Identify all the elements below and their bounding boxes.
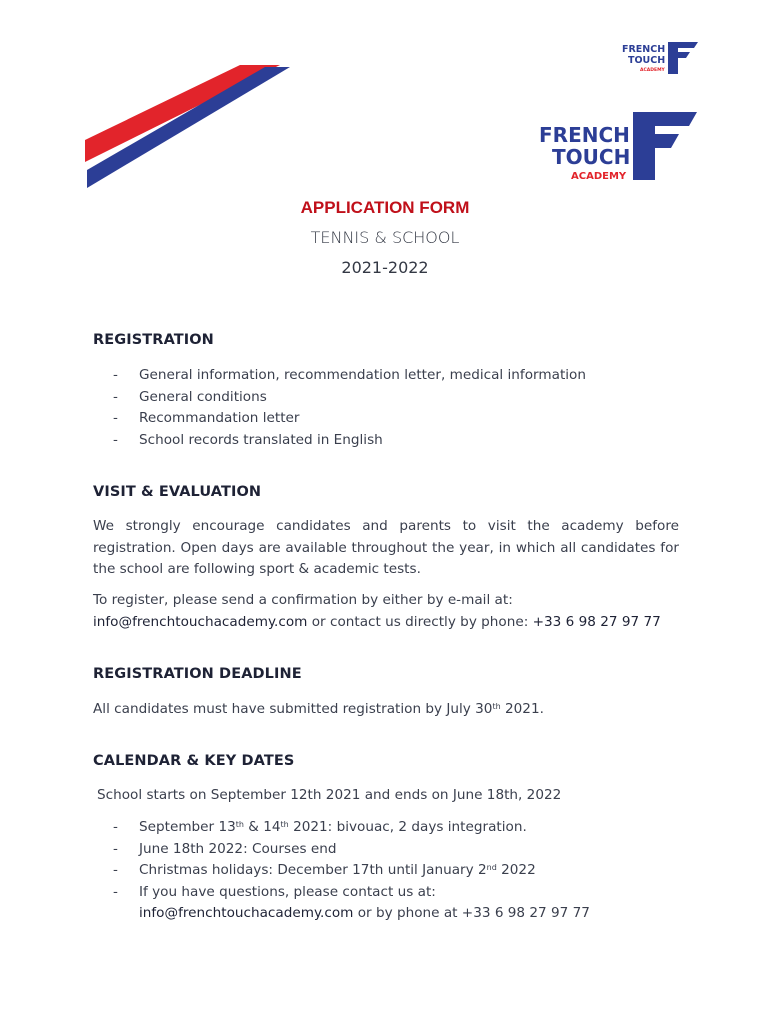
- registration-heading: REGISTRATION: [93, 332, 214, 348]
- phone-number[interactable]: +33 6 98 27 97 77: [532, 613, 661, 630]
- form-years: 2021-2022: [341, 258, 429, 277]
- calendar-item1-a: September 13: [139, 819, 236, 835]
- list-item: - General conditions: [113, 387, 586, 409]
- calendar-item1-c: 2021: bivouac, 2 days integration.: [288, 819, 527, 835]
- register-mid-text: or contact us directly by phone:: [307, 613, 533, 630]
- f-mark-icon: [668, 42, 698, 74]
- calendar-list: [113, 817, 590, 925]
- calendar-item1-sup2: th: [280, 820, 289, 829]
- list-item: - General information, recommendation letter, medical information: [113, 365, 586, 387]
- calendar-item3-sup: nd: [486, 863, 497, 872]
- visit-paragraph: We strongly encourage candidates and parents to visit the academy before registration. Open days are available throughout the year, in which all candidates for the school are following sport & academic tests.: [93, 518, 679, 577]
- tricolor-stripes: [80, 60, 290, 190]
- list-item: [113, 882, 590, 925]
- calendar-heading: CALENDAR & KEY DATES: [93, 753, 295, 769]
- calendar-item3-b: 2022: [496, 862, 536, 878]
- email-link[interactable]: info@frenchtouchacademy.com: [139, 905, 354, 921]
- logo-small: [622, 38, 700, 78]
- register-intro: To register, please send a confirmation by either by e-mail at:: [93, 592, 513, 608]
- logo-large-line1: FRENCH: [539, 123, 630, 147]
- deadline-heading: REGISTRATION DEADLINE: [93, 666, 302, 682]
- calendar-item4-rest: or by phone at +33 6 98 27 97 77: [353, 905, 590, 921]
- list-item: - School records translated in English: [113, 430, 586, 452]
- calendar-item1-b: & 14: [243, 819, 281, 835]
- logo-small-line2: TOUCH: [628, 55, 666, 66]
- calendar-item4-line1: If you have questions, please contact us at:: [139, 883, 436, 900]
- logo-small-line1: FRENCH: [622, 44, 666, 55]
- form-subtitle: TENNIS & SCHOOL: [310, 228, 460, 247]
- list-item: [113, 860, 590, 882]
- form-title: APPLICATION FORM: [300, 198, 470, 217]
- deadline-sup: th: [492, 702, 501, 711]
- f-mark-icon: [633, 112, 697, 180]
- deadline-text-main: All candidates must have submitted registration by July 30: [93, 701, 493, 717]
- email-link[interactable]: info@frenchtouchacademy.com: [93, 613, 308, 630]
- list-item: [113, 817, 590, 839]
- logo-large: [537, 108, 699, 184]
- deadline-text: [93, 699, 679, 721]
- list-item: - June 18th 2022: Courses end: [113, 839, 590, 861]
- deadline-text-end: 2021.: [500, 701, 544, 717]
- calendar-item3-a: Christmas holidays: December 17th until January 2: [139, 862, 487, 878]
- visit-heading: VISIT & EVALUATION: [93, 484, 262, 500]
- calendar-intro: School starts on September 12th 2021 and ends on June 18th, 2022: [97, 787, 562, 803]
- register-instructions: [93, 590, 679, 633]
- registration-list: [113, 365, 586, 451]
- list-item: - Recommandation letter: [113, 408, 586, 430]
- calendar-item1-sup1: th: [235, 820, 244, 829]
- logo-small-line3: ACADEMY: [640, 68, 665, 73]
- logo-large-line2: TOUCH: [552, 145, 631, 169]
- logo-large-line3: ACADEMY: [571, 171, 627, 182]
